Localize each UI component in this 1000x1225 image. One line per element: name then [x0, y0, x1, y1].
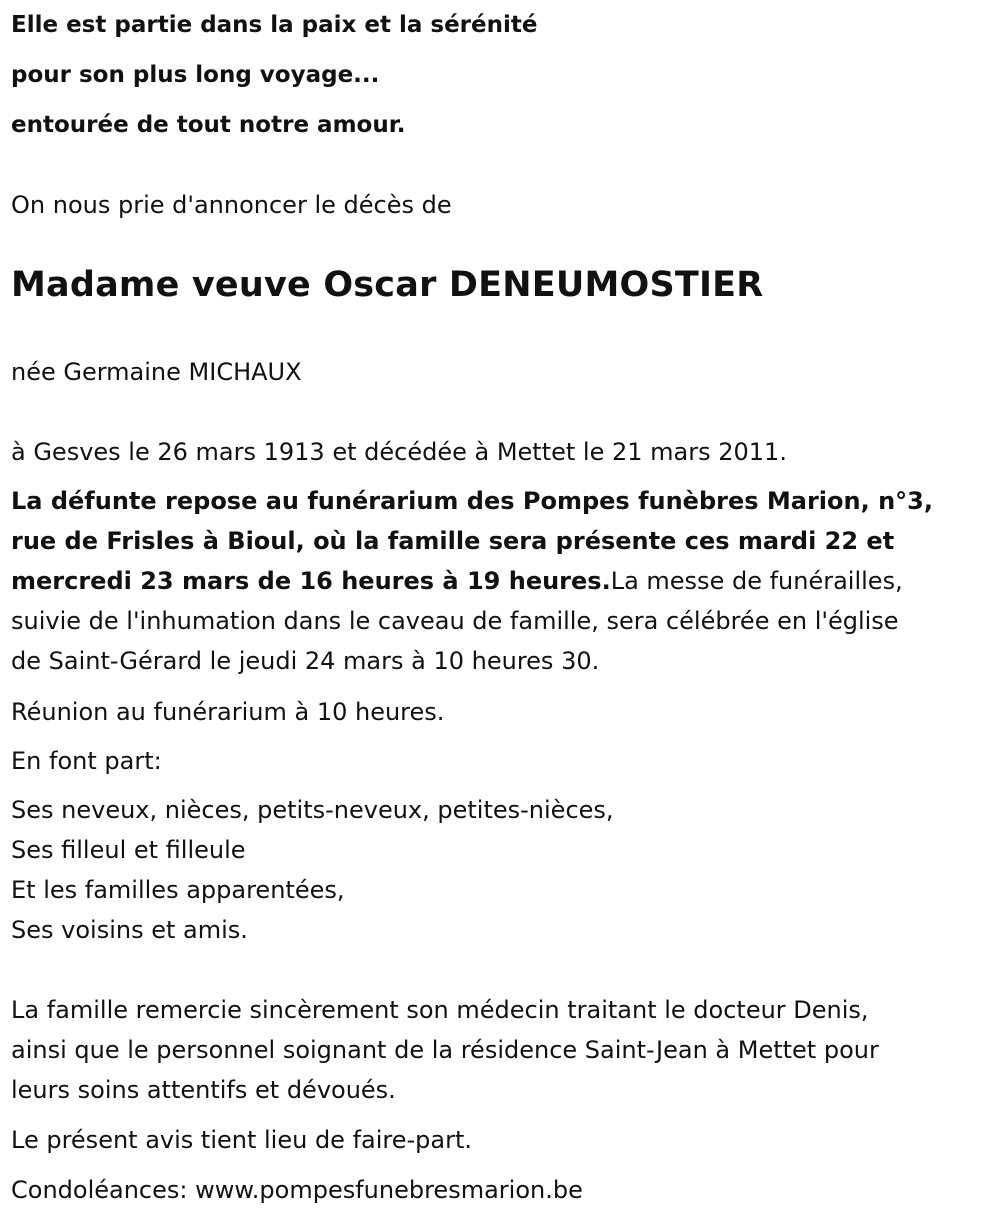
deceased-name: Madame veuve Oscar DENEUMOSTIER — [11, 265, 764, 305]
family-line-1: Ses neveux, nièces, petits-neveux, petites-nièces, — [11, 796, 614, 824]
family-line-2: Ses filleul et filleule — [11, 836, 246, 864]
condolences-label: Condoléances: — [11, 1176, 196, 1204]
viewing-line-1: La défunte repose au funérarium des Pompes funèbres Marion, n°3, — [11, 487, 933, 515]
gathering-text: Réunion au funérarium à 10 heures. — [11, 698, 445, 726]
birth-death-dates: à Gesves le 26 mars 1913 et décédée à Mettet le 21 mars 2011. — [11, 438, 787, 466]
epitaph-line-2: pour son plus long voyage... — [11, 62, 380, 88]
viewing-line-5: de Saint-Gérard le jeudi 24 mars à 10 heures 30. — [11, 647, 600, 675]
thanks-line-2: ainsi que le personnel soignant de la résidence Saint-Jean à Mettet pour — [11, 1036, 879, 1064]
family-line-3: Et les familles apparentées, — [11, 876, 345, 904]
thanks-line-3: leurs soins attentifs et dévoués. — [11, 1076, 396, 1104]
funeral-mass-intro: La messe de funérailles, — [610, 567, 903, 595]
condolences-website-link[interactable]: www.pompesfunebresmarion.be — [195, 1176, 583, 1204]
epitaph-line-3: entourée de tout notre amour. — [11, 112, 406, 138]
announcement-text: On nous prie d'annoncer le décès de — [11, 191, 452, 219]
viewing-hours: mercredi 23 mars de 16 heures à 19 heures. — [11, 567, 611, 595]
thanks-line-1: La famille remercie sincèrement son médecin traitant le docteur Denis, — [11, 996, 869, 1024]
viewing-line-3 — [11, 566, 903, 596]
viewing-line-2: rue de Frisles à Bioul, où la famille sera présente ces mardi 22 et — [11, 527, 895, 555]
notice-intro: En font part: — [11, 747, 162, 775]
viewing-line-4: suivie de l'inhumation dans le caveau de famille, sera célébrée en l'église — [11, 607, 899, 635]
notice-note: Le présent avis tient lieu de faire-part. — [11, 1126, 473, 1154]
family-line-4: Ses voisins et amis. — [11, 916, 248, 944]
maiden-name: née Germaine MICHAUX — [11, 358, 302, 386]
epitaph-line-1: Elle est partie dans la paix et la sérénité — [11, 12, 538, 38]
condolences-line — [11, 1175, 583, 1205]
